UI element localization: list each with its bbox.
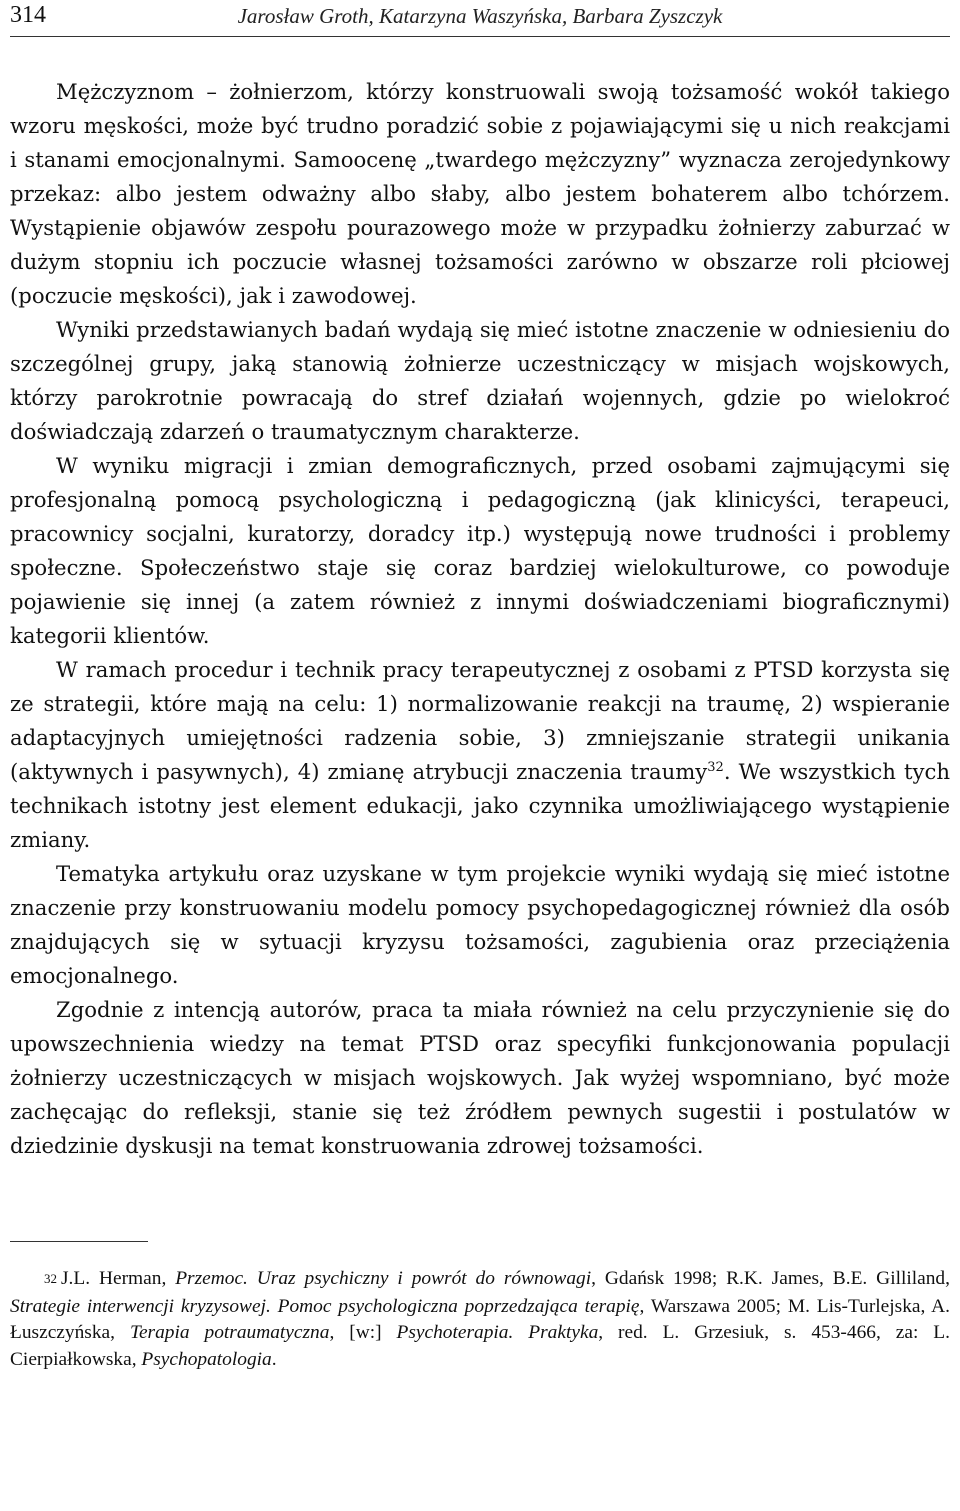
paragraph [10, 653, 950, 857]
page [10, 0, 950, 1373]
footnote-title: Strategie interwencji kryzysowej. Pomoc psychologiczna poprzedzająca terapię [10, 1295, 640, 1317]
footnote-title: Psychopatologia [141, 1348, 272, 1370]
footnote-text: J.L. Herman, [61, 1268, 176, 1289]
paragraph: Tematyka artykułu oraz uzyskane w tym projekcie wyniki wydają się mieć istotne znaczenie przy konstruowaniu modelu pomocy psychopedagogicznej również dla osób znajdujących się w sytuacji kryzysu tożsamości, zagubienia oraz przeciążenia emocjonalnego. [10, 861, 950, 988]
header-rule [10, 36, 950, 37]
paragraph: Zgodnie z intencją autorów, praca ta miała również na celu przyczynienie się do upowszechnienia wiedzy na temat PTSD oraz specyfiki funkcjonowania populacji żołnierzy uczestniczących w misjach wojskowych. Jak wyżej wspomniano, być może zachęcając do refleksji, stanie się też źródłem pewnych sugestii i postulatów w dziedzinie dyskusji na temat konstruowania zdrowej tożsamości. [10, 997, 950, 1158]
footnote-title: Psychoterapia. Praktyka [396, 1322, 599, 1343]
page-header [10, 2, 950, 36]
body-text [10, 75, 950, 1163]
footnote-text: , Warszawa 2005; M. Lis-Turlejska, A. Łuszczyńska, [10, 1295, 950, 1343]
page-number: 314 [10, 2, 46, 28]
footnote-text: , Gdańsk 1998; R.K. James, B.E. Gilliland, [591, 1268, 950, 1289]
paragraph: Mężczyznom – żołnierzom, którzy konstruowali swoją tożsamość wokół takiego wzoru męskości, może być trudno poradzić sobie z pojawiającymi się u nich reakcjami i stanami emocjonalnymi. Samoocenę „twardego mężczyzny” wyznacza zerojedynkowy przekaz: albo jestem odważny albo słaby, albo jestem bohaterem albo tchórzem. Wystąpienie objawów zespołu pourazowego może w przypadku żołnierzy zaburzać w dużym stopniu ich poczucie własnej tożsamości zarówno w obszarze roli płciowej (poczucie męskości), jak i zawodowej. [10, 79, 950, 308]
footnote-title: Terapia potraumatyczna [129, 1322, 330, 1343]
running-head: Jarosław Groth, Katarzyna Waszyńska, Barbara Zyszczyk [237, 4, 723, 28]
footnote-title: Przemoc. Uraz psychiczny i powrót do równowagi [175, 1268, 592, 1289]
paragraph-text: . We wszystkich tych technikach istotny jest element edukacji, jako czynnika umożliwiającego wystąpienie zmiany. [10, 759, 950, 852]
footnote-rule [10, 1241, 148, 1242]
paragraph-text: W ramach procedur i technik pracy terapeutycznej z osobami z PTSD korzysta się ze strategii, które mają na celu: 1) normalizowanie reakcji na traumę, 2) wspieranie adaptacyjnych umiejętności radzenia sobie, 3) zmniejszanie strategii unikania (aktywnych i pasywnych), 4) zmianę atrybucji znaczenia traumy [10, 657, 950, 784]
footnote [10, 1266, 950, 1373]
paragraph: W wyniku migracji i zmian demograficznych, przed osobami zajmującymi się profesjonalną pomocą psychologiczną i pedagogiczną (jak klinicyści, terapeuci, pracownicy socjalni, kuratorzy, doradcy itp.) występują nowe trudności i problemy społeczne. Społeczeństwo staje się coraz bardziej wielokulturowe, co powoduje pojawienie się innej (a zatem również z innymi doświadczeniami biograficznymi) kategorii klientów. [10, 453, 950, 648]
footnote-number: 32 [44, 1271, 57, 1286]
footnote-reference[interactable]: 32 [707, 759, 724, 775]
footnote-text: . [271, 1348, 277, 1370]
footnote-text: , red. L. Grzesiuk, s. 453-466, za: L. Cierpiałkowska, [10, 1322, 950, 1370]
paragraph: Wyniki przedstawianych badań wydają się mieć istotne znaczenie w odniesieniu do szczególnej grupy, jaką stanowią żołnierze uczestniczący w misjach wojskowych, którzy parokrotnie powracają do stref działań wojennych, gdzie po wielokroć doświadczają zdarzeń o traumatycznym charakterze. [10, 317, 950, 444]
footnote-text: , [w:] [329, 1322, 397, 1343]
